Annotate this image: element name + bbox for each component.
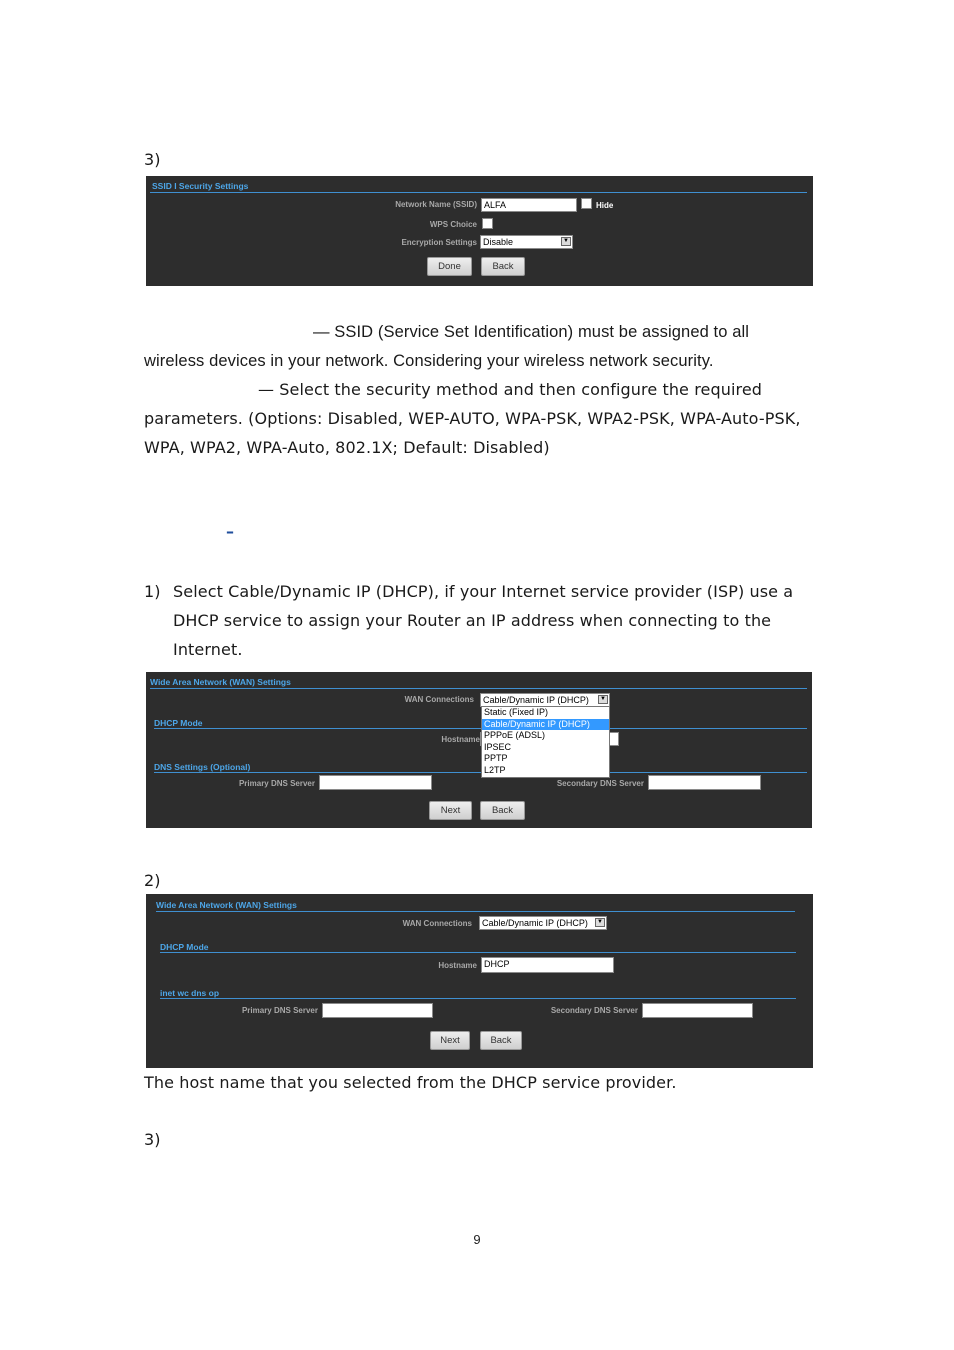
back-button[interactable]: Back — [481, 257, 525, 276]
wan-connections-select[interactable] — [480, 693, 610, 707]
section-divider — [150, 192, 807, 193]
page-number: 9 — [473, 1232, 481, 1247]
dropdown-option[interactable]: PPTP — [484, 753, 508, 763]
secondary-dns-label: Secondary DNS Server — [550, 1006, 638, 1015]
ssid-description-cont: wireless devices in your network. Considering your wireless network security. — [144, 352, 714, 370]
step-number: 2) — [144, 871, 161, 890]
wan-settings-panel-dropdown — [146, 672, 812, 828]
primary-dns-input[interactable] — [322, 1003, 433, 1018]
hostname-description: The host name that you selected from the DHCP service provider. — [144, 1073, 677, 1092]
step-number: 1) — [144, 582, 161, 601]
encryption-label: Encryption Settings — [401, 238, 477, 247]
chevron-down-icon: ▼ — [595, 918, 605, 927]
wps-label: WPS Choice — [429, 220, 477, 229]
wan-connections-value: Cable/Dynamic IP (DHCP) — [483, 695, 589, 705]
hostname-label: Hostname — [441, 735, 480, 744]
step1-text-end: Internet. — [173, 640, 243, 659]
step-number: 3) — [144, 1130, 161, 1149]
ssid-label: Network Name (SSID) — [395, 200, 477, 209]
ssid-security-panel — [146, 176, 813, 286]
hide-label: Hide — [596, 201, 614, 210]
dns-settings-title: DNS Settings (Optional) — [154, 762, 251, 772]
primary-dns-input[interactable] — [319, 775, 432, 790]
primary-dns-label: Primary DNS Server — [241, 1006, 318, 1015]
section-divider — [160, 998, 796, 999]
security-description: — Select the security method and then configure the required — [258, 380, 763, 399]
dropdown-option[interactable]: PPPoE (ADSL) — [484, 730, 546, 740]
secondary-dns-label: Secondary DNS Server — [556, 779, 644, 788]
hostname-input[interactable]: DHCP — [481, 957, 614, 973]
secondary-dns-input[interactable] — [642, 1003, 753, 1018]
dropdown-option[interactable]: L2TP — [484, 764, 506, 775]
wan-connections-label: WAN Connections — [404, 695, 474, 704]
dropdown-option[interactable]: Static (Fixed IP) — [484, 707, 549, 717]
ssid-input[interactable]: ALFA — [481, 198, 577, 212]
ssid-description: — SSID (Service Set Identification) must be assigned to all — [313, 323, 750, 341]
dns-settings-title: inet wc dns op — [160, 988, 220, 998]
wan-connections-select[interactable] — [479, 916, 607, 930]
step-number: 3) — [144, 150, 161, 169]
section-divider — [160, 952, 796, 953]
hostname-label: Hostname — [438, 961, 477, 970]
heading-dash: – — [226, 522, 234, 541]
step1-text: Select Cable/Dynamic IP (DHCP), if your Internet service provider (ISP) use a — [173, 582, 794, 601]
encryption-select[interactable] — [480, 235, 573, 249]
done-button[interactable]: Done — [427, 257, 472, 276]
chevron-down-icon: ▼ — [561, 237, 571, 246]
dhcp-mode-title: DHCP Mode — [160, 942, 209, 952]
dropdown-option-selected[interactable]: Cable/Dynamic IP (DHCP) — [482, 719, 609, 731]
wan-connections-label: WAN Connections — [402, 919, 472, 928]
dhcp-mode-title: DHCP Mode — [154, 718, 203, 728]
next-button[interactable]: Next — [430, 1031, 470, 1050]
wan-connections-value: Cable/Dynamic IP (DHCP) — [482, 918, 588, 928]
secondary-dns-input[interactable] — [648, 775, 761, 790]
section-divider — [156, 911, 795, 912]
security-default: WPA, WPA2, WPA-Auto, 802.1X; Default: Disabled) — [144, 438, 550, 457]
wan-connections-dropdown[interactable] — [481, 706, 610, 778]
back-button[interactable]: Back — [480, 801, 525, 820]
section-divider — [150, 688, 807, 689]
section-title: Wide Area Network (WAN) Settings — [150, 677, 291, 687]
security-options: parameters. (Options: Disabled, WEP-AUTO, WPA-PSK, WPA2-PSK, WPA-Auto-PSK, — [144, 409, 801, 428]
primary-dns-label: Primary DNS Server — [238, 779, 315, 788]
hide-checkbox[interactable] — [581, 198, 592, 209]
dropdown-option[interactable]: IPSEC — [484, 741, 512, 752]
next-button[interactable]: Next — [429, 801, 472, 820]
wps-checkbox[interactable] — [482, 218, 493, 229]
wan-settings-panel-dhcp — [146, 894, 813, 1068]
section-title: SSID I Security Settings — [152, 181, 249, 191]
chevron-down-icon: ▼ — [598, 695, 608, 704]
back-button[interactable]: Back — [480, 1031, 522, 1050]
section-title: Wide Area Network (WAN) Settings — [156, 900, 297, 910]
step1-text-cont: DHCP service to assign your Router an IP address when connecting to the — [173, 611, 772, 630]
encryption-value: Disable — [483, 237, 514, 247]
